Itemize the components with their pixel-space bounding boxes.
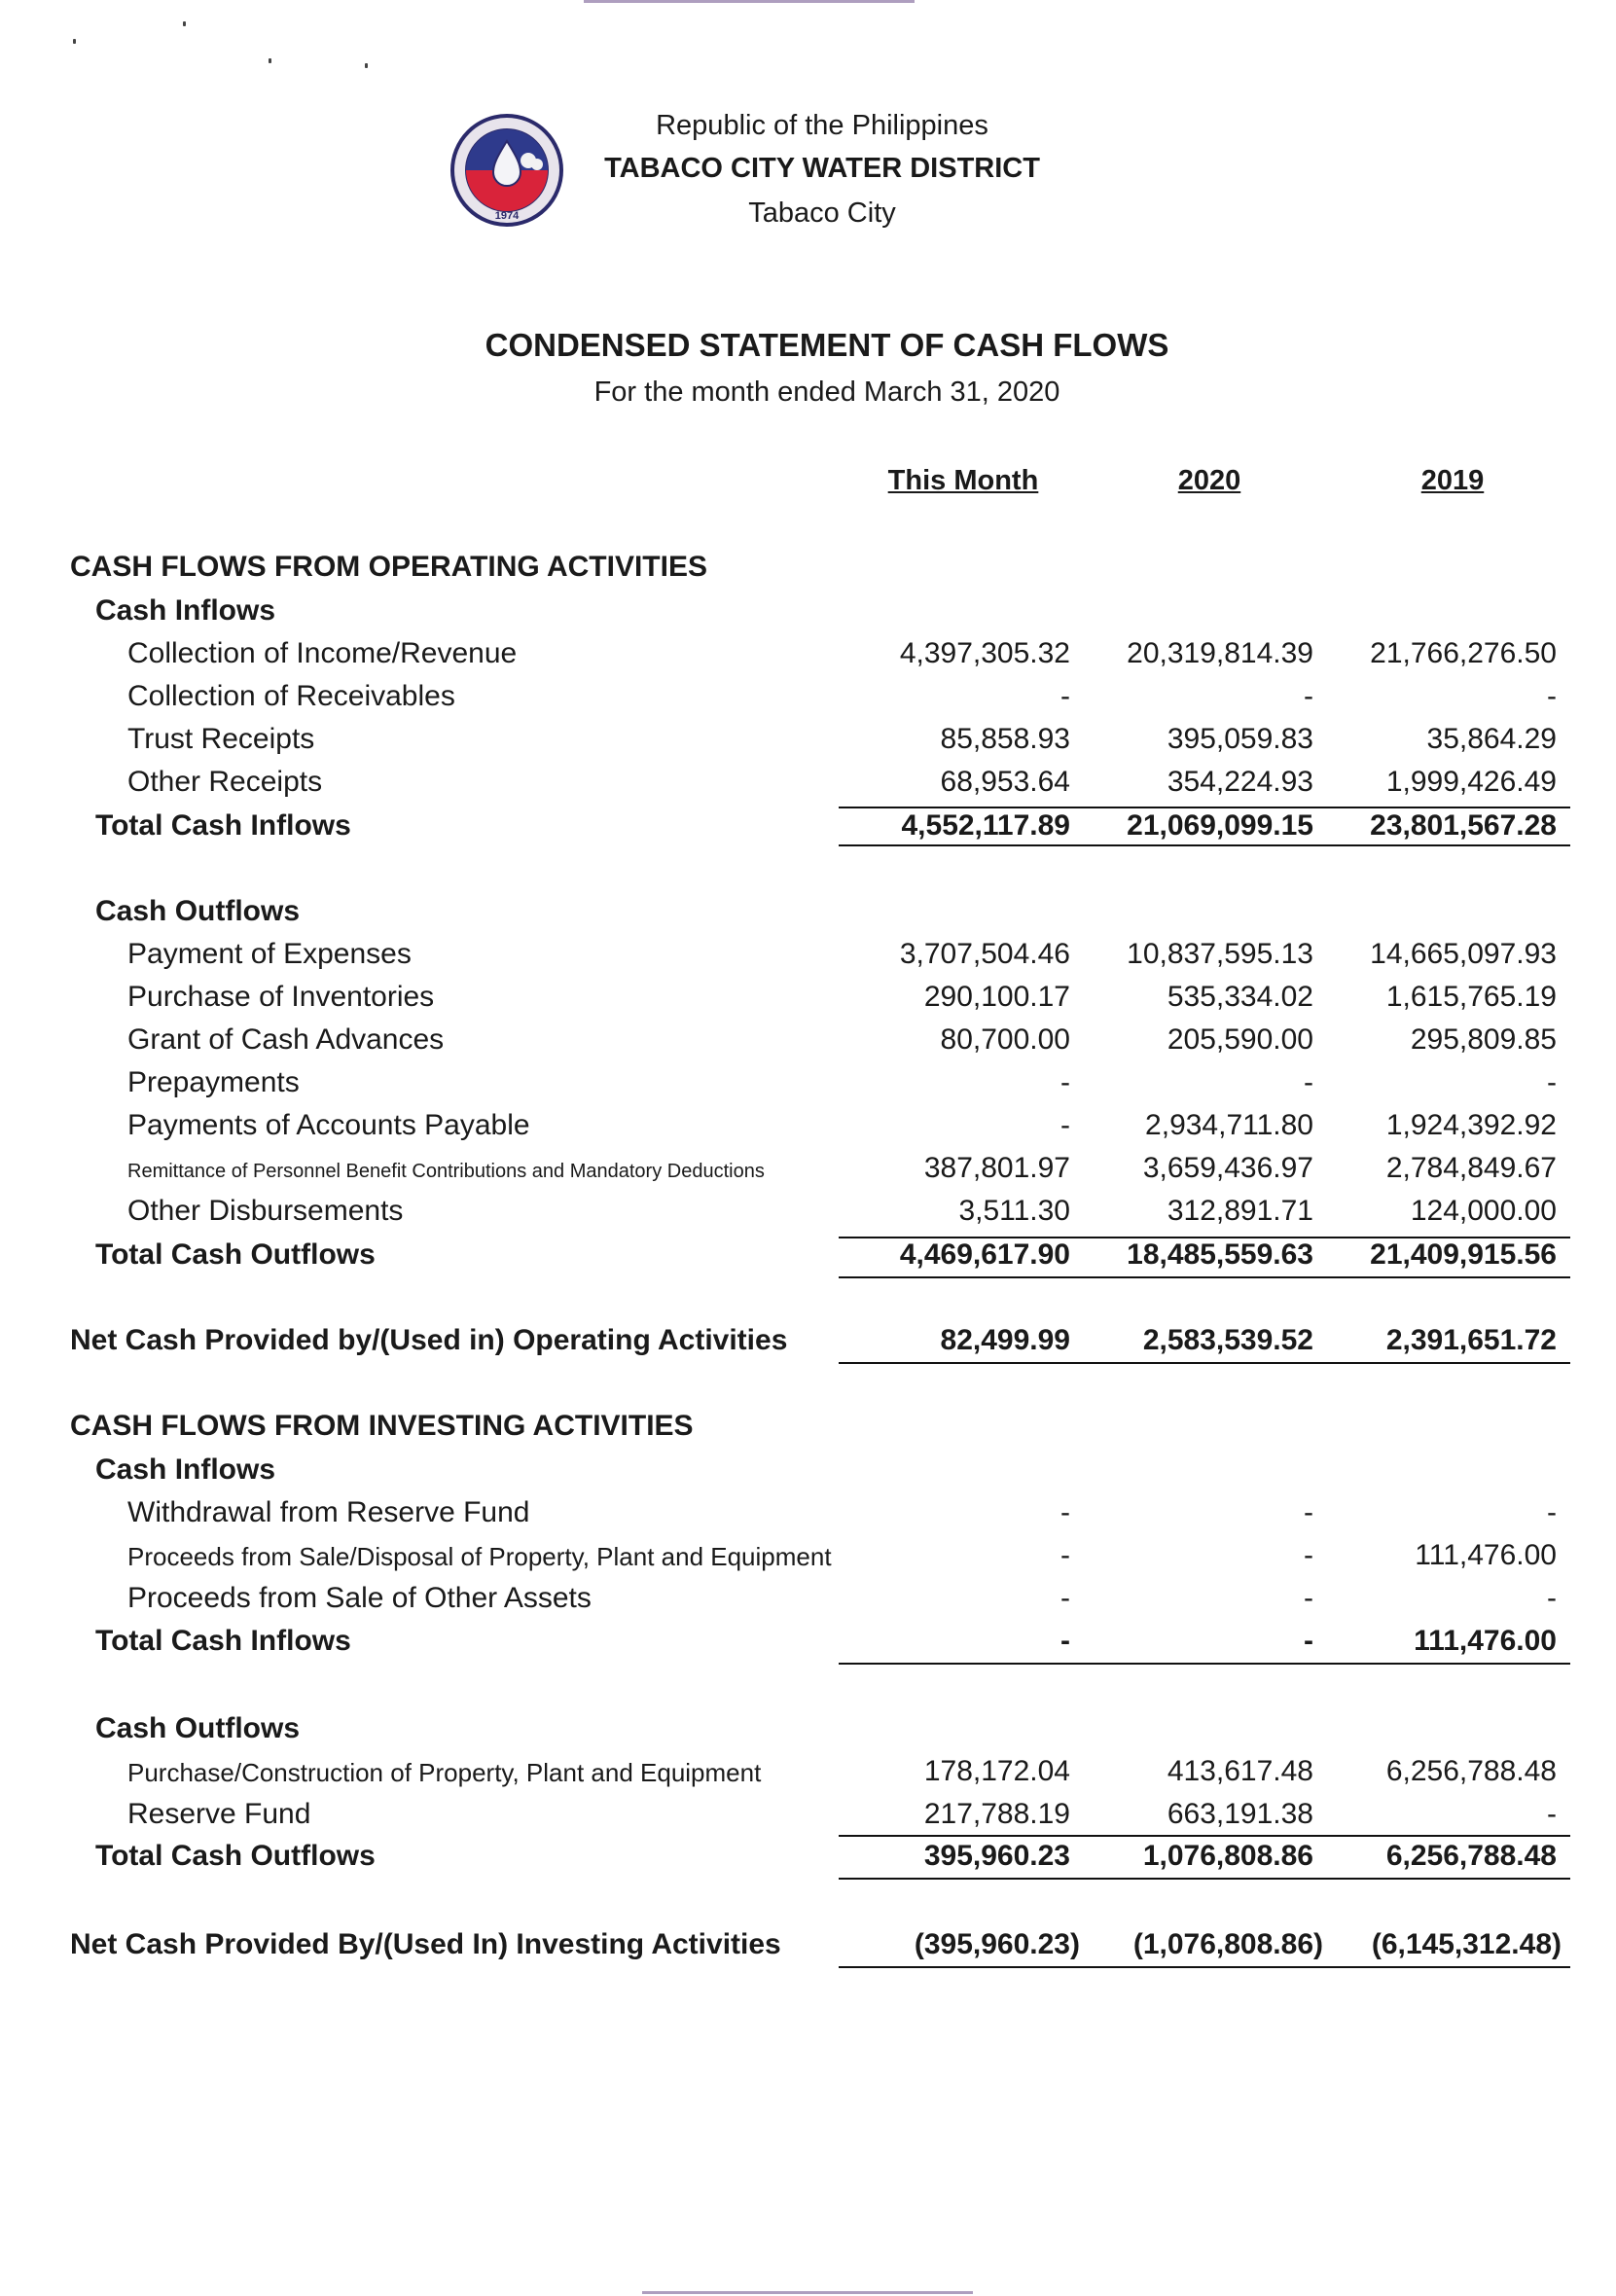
value-2019: 35,864.29: [1426, 723, 1557, 755]
row-label: Net Cash Provided By/(Used In) Investing Activities: [70, 1928, 781, 1960]
row-label: Total Cash Inflows: [95, 1625, 351, 1657]
table-row: [0, 1023, 1616, 1062]
top-edge-mark: [584, 0, 915, 3]
value-2020: -: [1304, 1066, 1313, 1098]
row-label: Total Cash Outflows: [95, 1238, 376, 1271]
statement-period: For the month ended March 31, 2020: [593, 377, 1060, 408]
value-this-month: 4,552,117.89: [901, 809, 1070, 842]
table-row: [0, 1195, 1616, 1234]
value-2020: 395,059.83: [1167, 723, 1313, 755]
scan-speck: [365, 63, 368, 68]
row-label: Payments of Accounts Payable: [127, 1109, 530, 1141]
value-2020: 10,837,595.13: [1127, 938, 1313, 970]
row-label: Total Cash Outflows: [95, 1840, 376, 1872]
row-label: Net Cash Provided by/(Used in) Operating Activities: [70, 1324, 788, 1356]
value-2019: 23,801,567.28: [1370, 809, 1557, 842]
row-label: Remittance of Personnel Benefit Contributions and Mandatory Deductions: [127, 1161, 765, 1182]
value-2019: 111,476.00: [1414, 1625, 1557, 1657]
value-2019: -: [1547, 1066, 1557, 1098]
value-2020: 2,583,539.52: [1142, 1324, 1313, 1356]
value-2019: 2,784,849.67: [1385, 1152, 1557, 1184]
value-2020: 1,076,808.86: [1142, 1840, 1313, 1872]
value-2020: 312,891.71: [1167, 1195, 1313, 1227]
value-this-month: 290,100.17: [923, 981, 1070, 1013]
table-row: [0, 1109, 1616, 1148]
value-this-month: -: [1060, 680, 1070, 712]
value-2020: 21,069,099.15: [1127, 809, 1313, 842]
value-2019: (6,145,312.48): [1371, 1928, 1562, 1960]
row-label: Cash Outflows: [95, 895, 301, 927]
value-this-month: 68,953.64: [940, 766, 1070, 798]
value-2020: -: [1304, 1496, 1313, 1528]
row-label: Purchase/Construction of Property, Plant and Equipment: [127, 1758, 762, 1787]
table-row: [0, 1152, 1616, 1191]
value-2020: 354,224.93: [1167, 766, 1313, 798]
republic-line: Republic of the Philippines: [656, 110, 988, 141]
subsection-heading: [0, 594, 1616, 633]
scan-speck: [73, 39, 76, 44]
value-2019: -: [1547, 680, 1557, 712]
table-row: [0, 981, 1616, 1020]
row-label: Collection of Receivables: [127, 680, 455, 712]
row-label: Payment of Expenses: [127, 938, 412, 970]
row-label: Proceeds from Sale/Disposal of Property, Plant and Equipment: [127, 1542, 832, 1571]
total-rule: [839, 1362, 1570, 1364]
row-label: Proceeds from Sale of Other Assets: [127, 1582, 592, 1614]
value-2019: 6,256,788.48: [1385, 1840, 1557, 1872]
value-2019: 1,924,392.92: [1385, 1109, 1557, 1141]
table-row: [0, 637, 1616, 676]
subsection-heading: [0, 1712, 1616, 1751]
value-2020: 535,334.02: [1167, 981, 1313, 1013]
value-2020: (1,076,808.86): [1132, 1928, 1323, 1960]
column-header-this-month: This Month: [887, 465, 1039, 496]
value-2020: -: [1304, 1539, 1313, 1571]
row-label: Cash Inflows: [95, 1453, 276, 1486]
value-this-month: 3,511.30: [958, 1195, 1070, 1227]
value-2019: -: [1547, 1496, 1557, 1528]
total-row: [0, 1238, 1616, 1277]
scan-speck: [269, 58, 271, 63]
value-2020: -: [1304, 680, 1313, 712]
table-row: [0, 723, 1616, 762]
total-row: [0, 1840, 1616, 1879]
total-rule: [839, 1276, 1570, 1278]
table-row: [0, 1539, 1616, 1578]
value-this-month: -: [1060, 1625, 1070, 1657]
total-rule: [839, 807, 1570, 808]
net-cash-row: [0, 1928, 1616, 1967]
seal-year: 1974: [494, 210, 520, 222]
value-2020: 663,191.38: [1167, 1798, 1313, 1830]
value-2019: 14,665,097.93: [1370, 938, 1557, 970]
value-2019: 124,000.00: [1410, 1195, 1557, 1227]
value-2019: -: [1547, 1798, 1557, 1830]
value-2019: 21,409,915.56: [1370, 1238, 1557, 1271]
row-label: Total Cash Inflows: [95, 809, 351, 842]
bottom-edge-mark: [642, 2291, 973, 2294]
total-rule: [839, 844, 1570, 846]
row-label: Prepayments: [127, 1066, 300, 1098]
value-2019: 295,809.85: [1410, 1023, 1557, 1056]
value-2019: 2,391,651.72: [1385, 1324, 1557, 1356]
value-this-month: 178,172.04: [923, 1755, 1070, 1787]
column-header-2019: 2019: [1420, 465, 1485, 496]
value-this-month: -: [1060, 1539, 1070, 1571]
table-row: [0, 938, 1616, 977]
total-row: [0, 809, 1616, 848]
table-row: [0, 1582, 1616, 1621]
table-row: [0, 1066, 1616, 1105]
total-rule: [839, 1966, 1570, 1968]
value-this-month: 217,788.19: [923, 1798, 1070, 1830]
subsection-heading: [0, 1453, 1616, 1492]
value-2020: 20,319,814.39: [1127, 637, 1313, 669]
section-heading-investing: [0, 1410, 1616, 1449]
table-row: [0, 680, 1616, 719]
column-header-2020: 2020: [1177, 465, 1241, 496]
table-row: [0, 1496, 1616, 1535]
scan-speck: [183, 21, 186, 26]
row-label: Grant of Cash Advances: [127, 1023, 445, 1056]
value-2019: -: [1547, 1582, 1557, 1614]
table-row: [0, 766, 1616, 805]
table-row: [0, 1755, 1616, 1794]
value-this-month: 4,397,305.32: [899, 637, 1070, 669]
value-2019: 21,766,276.50: [1370, 637, 1557, 669]
table-row: [0, 1798, 1616, 1837]
value-2019: 111,476.00: [1415, 1539, 1557, 1571]
value-this-month: 387,801.97: [923, 1152, 1070, 1184]
value-2019: 1,615,765.19: [1385, 981, 1557, 1013]
value-2020: 2,934,711.80: [1145, 1109, 1313, 1141]
value-2019: 6,256,788.48: [1385, 1755, 1557, 1787]
value-this-month: 85,858.93: [940, 723, 1070, 755]
agency-name: TABACO CITY WATER DISTRICT: [604, 153, 1040, 184]
total-row: [0, 1625, 1616, 1664]
value-2020: -: [1304, 1582, 1313, 1614]
value-this-month: -: [1060, 1066, 1070, 1098]
value-this-month: 3,707,504.46: [899, 938, 1070, 970]
value-2020: 413,617.48: [1167, 1755, 1313, 1787]
row-label: Reserve Fund: [127, 1798, 311, 1830]
value-this-month: (395,960.23): [914, 1928, 1080, 1960]
row-label: Cash Outflows: [95, 1712, 301, 1744]
row-label: Other Receipts: [127, 766, 323, 798]
city-line: Tabaco City: [748, 197, 896, 229]
total-rule: [839, 1878, 1570, 1880]
value-this-month: -: [1060, 1582, 1070, 1614]
total-rule: [839, 1663, 1570, 1665]
row-label: Other Disbursements: [127, 1195, 404, 1227]
row-label: CASH FLOWS FROM OPERATING ACTIVITIES: [70, 551, 707, 583]
value-this-month: 82,499.99: [940, 1324, 1070, 1356]
row-label: Purchase of Inventories: [127, 981, 435, 1013]
total-rule: [839, 1835, 1570, 1837]
value-this-month: 395,960.23: [923, 1840, 1070, 1872]
value-2020: -: [1304, 1625, 1313, 1657]
row-label: Trust Receipts: [127, 723, 315, 755]
value-this-month: 4,469,617.90: [899, 1238, 1070, 1271]
value-this-month: -: [1060, 1496, 1070, 1528]
subsection-heading: [0, 895, 1616, 934]
value-2020: 18,485,559.63: [1127, 1238, 1313, 1271]
value-2019: 1,999,426.49: [1385, 766, 1557, 798]
value-this-month: 80,700.00: [940, 1023, 1070, 1056]
row-label: Collection of Income/Revenue: [127, 637, 518, 669]
value-2020: 3,659,436.97: [1142, 1152, 1313, 1184]
value-this-month: -: [1060, 1109, 1070, 1141]
row-label: Withdrawal from Reserve Fund: [127, 1496, 530, 1528]
section-heading-operating: [0, 551, 1616, 590]
net-cash-row: [0, 1324, 1616, 1363]
value-2020: 205,590.00: [1167, 1023, 1313, 1056]
statement-title: CONDENSED STATEMENT OF CASH FLOWS: [485, 327, 1169, 363]
row-label: Cash Inflows: [95, 594, 276, 627]
row-label: CASH FLOWS FROM INVESTING ACTIVITIES: [70, 1410, 694, 1442]
